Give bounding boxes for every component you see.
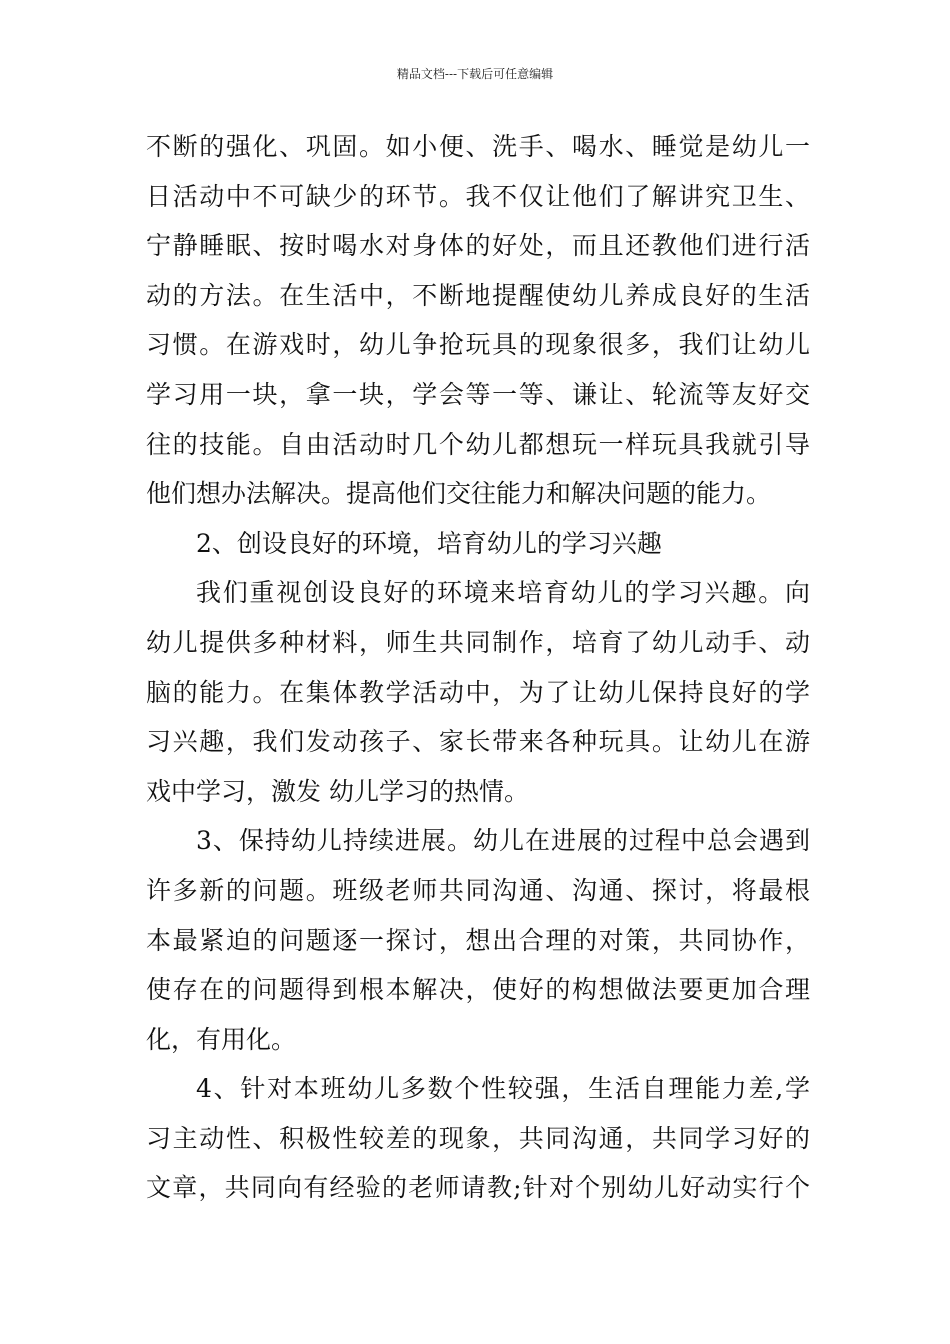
text-line: 习兴趣，我们发动孩子、家长带来各种玩具。让幼儿在游	[146, 727, 810, 757]
text-line: 本最紧迫的问题逐一探讨，想出合理的对策，共同协作，	[146, 925, 810, 955]
text-line: 文章，共同向有经验的老师请教;针对个别幼儿好动实行个	[146, 1173, 810, 1203]
page-header: 精品文档---下载后可任意编辑	[396, 67, 554, 81]
text-line: 戏中学习，激发 幼儿学习的热情。	[146, 776, 529, 806]
text-line: 习惯。在游戏时，幼儿争抢玩具的现象很多，我们让幼儿	[146, 330, 810, 360]
text-line: 脑的能力。在集体教学活动中，为了让幼儿保持良好的学	[146, 677, 810, 707]
text-line: 动的方法。在生活中，不断地提醒使幼儿养成良好的生活	[146, 280, 810, 310]
text-line: 他们想办法解决。提高他们交往能力和解决问题的能力。	[146, 479, 772, 509]
text-line: 幼儿提供多种材料，师生共同制作，培育了幼儿动手、动	[146, 627, 810, 657]
text-line: 宁静睡眠、按时喝水对身体的好处，而且还教他们进行活	[146, 231, 810, 261]
text-line: 不断的强化、巩固。如小便、洗手、喝水、睡觉是幼儿一	[146, 132, 810, 161]
body-text	[146, 122, 810, 1213]
text-line: 化，有用化。	[146, 1024, 297, 1054]
text-line: 我们重视创设良好的环境来培育幼儿的学习兴趣。向	[196, 578, 810, 608]
text-line: 3、保持幼儿持续进展。幼儿在进展的过程中总会遇到	[196, 826, 810, 856]
text-line: 使存在的问题得到根本解决，使好的构想做法要更加合理	[146, 975, 810, 1005]
text-line: 学习用一块，拿一块，学会等一等、谦让、轮流等友好交	[146, 379, 810, 409]
text-line: 往的技能。自由活动时几个幼儿都想玩一样玩具我就引导	[146, 429, 810, 459]
text-line: 2、创设良好的环境，培育幼儿的学习兴趣	[196, 528, 662, 558]
text-line: 4、针对本班幼儿多数个性较强，生活自理能力差,学	[196, 1074, 810, 1104]
text-line: 日活动中不可缺少的环节。我不仅让他们了解讲究卫生、	[146, 181, 810, 211]
text-line: 习主动性、积极性较差的现象，共同沟通，共同学习好的	[146, 1123, 810, 1153]
text-line: 许多新的问题。班级老师共同沟通、沟通、探讨，将最根	[146, 875, 810, 905]
